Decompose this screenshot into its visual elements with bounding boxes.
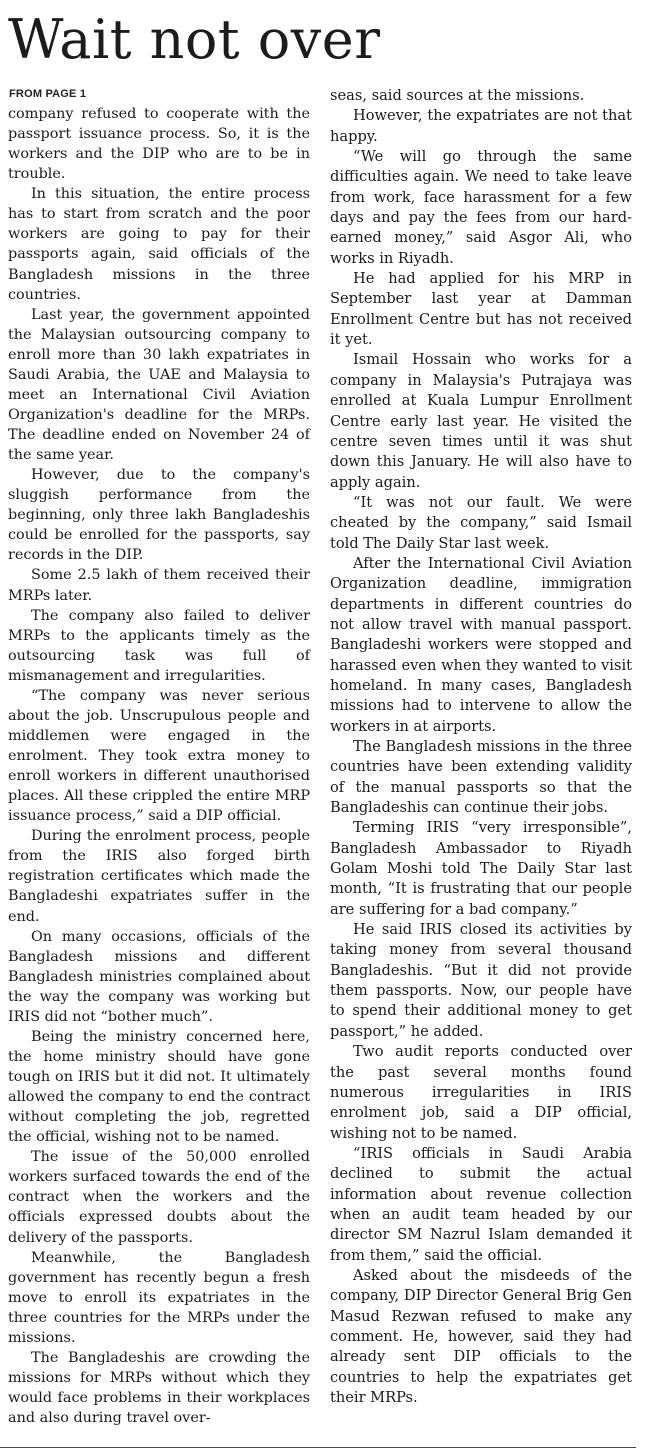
paragraph: “The company was never serious about the job. Unscrupulous people and middlemen were engaged in the enrolment. They took extra money to enroll workers in different unauthorised places. All these crippled the entire MRP issuance process,” said a DIP official. bbox=[8, 687, 310, 825]
paragraph: Terming IRIS “very irresponsible”, Bangladesh Ambassador to Riyadh Golam Moshi told The Daily Star last month, “It is frustrating that our people are suffering for a bad company.” bbox=[330, 819, 632, 918]
paragraph: Last year, the government appointed the Malaysian outsourcing company to enroll more than 30 lakh expatriates in Saudi Arabia, the UAE and Malaysia to meet an International Civil Aviation Organization's deadline for the MRPs. The deadline ended on November 24 of the same year. bbox=[8, 306, 310, 464]
paragraph: In this situation, the entire process has to start from scratch and the poor workers are going to pay for their passports again, said officials of the Bangladesh missions in the three countries. bbox=[8, 186, 310, 303]
paragraph: “We will go through the same difficulties again. We need to take leave from work, face harassment for a few days and pay the fees from our hard-earned money,” said Asgor Ali, who works in Riyadh. bbox=[330, 148, 632, 267]
from-page-label: FROM PAGE 1 bbox=[9, 88, 87, 100]
paragraph: The Bangladeshis are crowding the missions for MRPs without which they would face problems in their workplaces and also during travel over- bbox=[8, 1349, 310, 1427]
paragraph: The Bangladesh missions in the three countries have been extending validity of the manual passports so that the Bangladeshis can continue their jobs. bbox=[330, 738, 632, 817]
paragraph: “It was not our fault. We were cheated by the company,” said Ismail told The Daily Star last week. bbox=[330, 493, 632, 552]
paragraph: “IRIS officials in Saudi Arabia declined to submit the actual information about revenue collection when an audit team headed by our director SM Nazrul Islam demanded it from them,” said the official. bbox=[330, 1144, 632, 1264]
paragraph: He had applied for his MRP in September last year at Damman Enrollment Centre but has not received it yet. bbox=[330, 270, 632, 349]
paragraph: However, due to the company's sluggish performance from the beginning, only three lakh Bangladeshis could be enrolled for the passports, say records in the DIP. bbox=[8, 467, 310, 564]
right-column bbox=[330, 86, 632, 1408]
paragraph: The company also failed to deliver MRPs to the applicants timely as the outsourcing task was full of mismanagement and irregularities. bbox=[8, 607, 310, 684]
paragraph: Meanwhile, the Bangladesh government has recently begun a fresh move to enroll its expatriates in the three countries for the MRPs under the missions. bbox=[8, 1249, 310, 1346]
bottom-rule bbox=[0, 1447, 636, 1448]
paragraph: After the International Civil Aviation Organization deadline, immigration departments in different countries do not allow travel with manual passport. Bangladeshi workers were stopped and harassed even when they wanted to visit homeland. In many cases, Bangladesh missions had to intervene to allow the workers in at airports. bbox=[330, 554, 632, 735]
paragraph: company refused to cooperate with the passport issuance process. So, it is the workers and the DIP who are to be in trouble. bbox=[8, 106, 310, 183]
paragraph: On many occasions, officials of the Bangladesh missions and different Bangladesh ministries complained about the way the company was working but IRIS did not “bother much”. bbox=[8, 928, 310, 1025]
left-column bbox=[8, 104, 310, 1428]
paragraph: During the enrolment process, people from the IRIS also forged birth registration certificates which made the Bangladeshi expatriates suffer in the end. bbox=[8, 828, 310, 925]
paragraph: However, the expatriates are not that happy. bbox=[330, 107, 632, 145]
paragraph: He said IRIS closed its activities by taking money from several thousand Bangladeshis. “But it did not provide them passports. Now, our people have to spend their additional money to get passport,” he added. bbox=[330, 921, 632, 1040]
paragraph: Asked about the misdeeds of the company, DIP Director General Brig Gen Masud Rezwan refused to make any comment. He, however, said they had already sent DIP officials to the countries to help the expatriates get their MRPs. bbox=[330, 1266, 632, 1406]
paragraph: Ismail Hossain who works for a company in Malaysia's Putrajaya was enrolled at Kuala Lumpur Enrollment Centre early last year. He visited the centre seven times until it was shut down this January. He will also have to apply again. bbox=[330, 351, 632, 491]
paragraph: Some 2.5 lakh of them received their MRPs later. bbox=[8, 567, 310, 604]
headline: Wait not over bbox=[8, 8, 381, 71]
paragraph: seas, said sources at the missions. bbox=[330, 87, 585, 104]
paragraph: The issue of the 50,000 enrolled workers surfaced towards the end of the contract when the workers and the officials expressed doubts about the delivery of the passports. bbox=[8, 1149, 310, 1246]
paragraph: Two audit reports conducted over the past several months found numerous irregularities in IRIS enrolment job, said a DIP official, wishing not to be named. bbox=[330, 1043, 632, 1142]
paragraph: Being the ministry concerned here, the home ministry should have gone tough on IRIS but it did not. It ultimately allowed the company to end the contract without completing the job, regretted the official, wishing not to be named. bbox=[8, 1028, 310, 1146]
